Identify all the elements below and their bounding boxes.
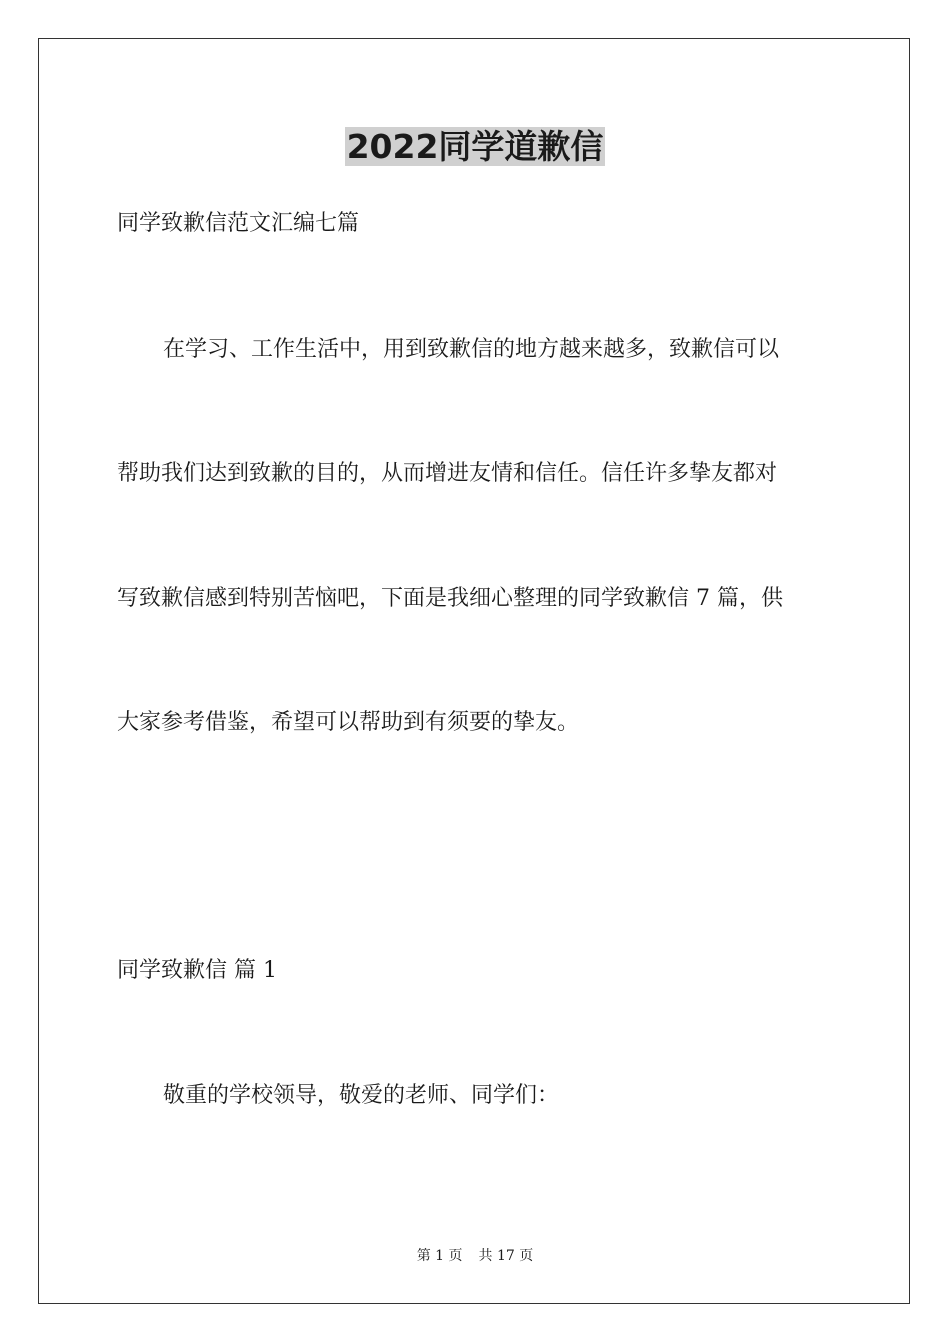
page-footer	[0, 1246, 950, 1266]
page-number: 第 1 页	[416, 1248, 463, 1264]
salutation: 敬重的学校领导，敬爱的老师、同学们：	[163, 1083, 560, 1108]
intro-line-4: 大家参考借鉴，希望可以帮助到有须要的挚友。	[117, 710, 580, 735]
section-heading: 同学致歉信 篇 1	[117, 958, 277, 983]
intro-line-3: 写致歉信感到特别苦恼吧，下面是我细心整理的同学致歉信 7 篇，供	[117, 586, 783, 611]
page-total: 共 17 页	[478, 1248, 534, 1264]
document-subtitle: 同学致歉信范文汇编七篇	[117, 211, 360, 236]
intro-line-2: 帮助我们达到致歉的目的，从而增进友情和信任。信任许多挚友都对	[117, 461, 778, 486]
document-title	[0, 127, 950, 167]
intro-line-1: 在学习、工作生活中，用到致歉信的地方越来越多，致歉信可以	[163, 337, 780, 362]
document-title-text: 2022同学道歉信	[346, 127, 604, 166]
